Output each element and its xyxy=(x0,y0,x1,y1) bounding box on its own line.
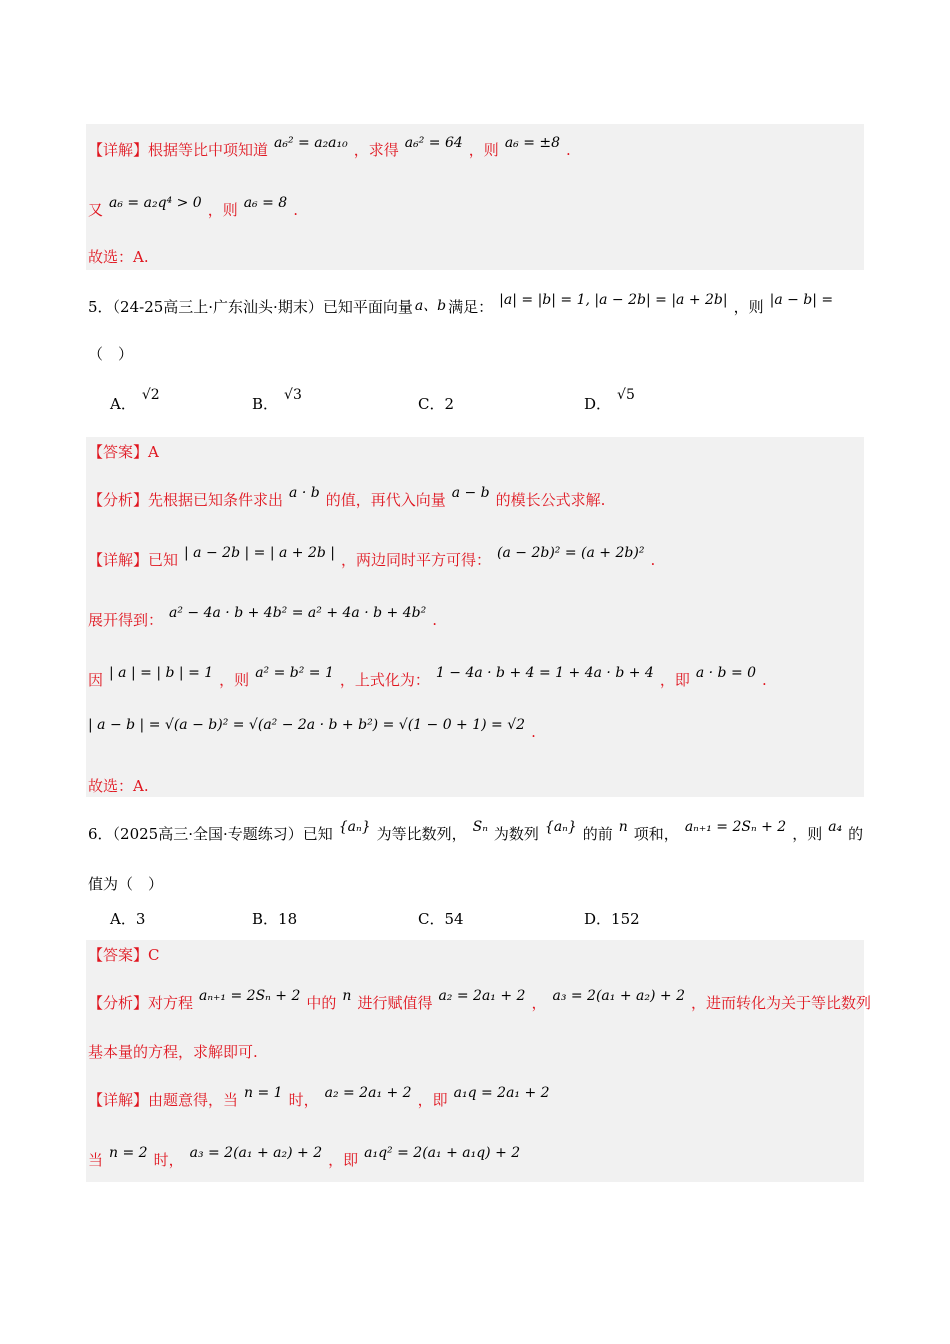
option-a: A．3 xyxy=(110,910,146,928)
formula: n = 1 xyxy=(244,1085,283,1101)
choose-line-q5: 故选：A. xyxy=(88,777,149,795)
formula: a₆ = 8 xyxy=(243,195,288,211)
answer-q5: 【答案】A xyxy=(88,443,159,461)
detail-line-q4-2: 又 a₆ = a₂q⁴ > 0 ，则 a₆ = 8 . xyxy=(88,195,298,219)
formula: |a − b| = xyxy=(769,292,834,308)
formula: a₄ xyxy=(828,819,843,835)
formula: a₂ = 2a₁ + 2 xyxy=(438,988,526,1004)
formula: a · b = 0 xyxy=(695,665,757,681)
formula: a · b xyxy=(289,485,320,501)
formula: a₆² = a₂a₁₀ xyxy=(274,135,348,151)
option-d: D．152 xyxy=(584,910,640,928)
option-c: C．2 xyxy=(418,395,455,413)
detail-q6-1: 【详解】由题意得，当 n = 1 时， a₂ = 2a₁ + 2 ，即 a₁q = 2a₁ + 2 xyxy=(88,1085,550,1109)
formula: a₂ = 2a₁ + 2 xyxy=(324,1085,412,1101)
option-b: B． √3 xyxy=(252,387,302,413)
detail-q6-2: 当 n = 2 时， a₃ = 2(a₁ + a₂) + 2 ，即 a₁q² = 2(a₁ + a₁q) + 2 xyxy=(88,1145,521,1169)
formula: | a | = | b | = 1 xyxy=(109,665,214,681)
answer-q6: 【答案】C xyxy=(88,946,160,964)
option-a: A． √2 xyxy=(110,387,160,413)
expand-q5: 展开得到： a² − 4a · b + 4b² = a² + 4a · b + 4b² . xyxy=(88,605,437,629)
formula: 1 − 4a · b + 4 = 1 + 4a · b + 4 xyxy=(435,665,654,681)
formula: a² = b² = 1 xyxy=(255,665,334,681)
analysis-q6: 【分析】对方程 aₙ₊₁ = 2Sₙ + 2 中的 n 进行赋值得 a₂ = 2a₁ + 2 ， a₃ = 2(a₁ + a₂) + 2 ，进而转化为关于等比数列 xyxy=(88,988,871,1012)
formula: aₙ₊₁ = 2Sₙ + 2 xyxy=(199,988,301,1004)
detail-line-q4: 【详解】根据等比中项知道 a₆² = a₂a₁₀ ，求得 a₆² = 64 ，则 a₆ = ±8 . xyxy=(88,135,571,159)
formula: Sₙ xyxy=(472,819,488,835)
formula: |a| = |b| = 1, |a − 2b| = |a + 2b| xyxy=(499,292,728,308)
formula: a₃ = 2(a₁ + a₂) + 2 xyxy=(552,988,685,1004)
formula: (a − 2b)² = (a + 2b)² xyxy=(497,545,645,561)
detail-q5: 【详解】已知 | a − 2b | = | a + 2b | ，两边同时平方可得： (a − 2b)² = (a + 2b)² . xyxy=(88,545,656,569)
formula: a² − 4a · b + 4b² = a² + 4a · b + 4b² xyxy=(169,605,427,621)
formula: n xyxy=(342,988,352,1004)
formula: a₆ = a₂q⁴ > 0 xyxy=(109,195,202,211)
question-5-stem: 5．（24-25高三上·广东汕头·期末）已知平面向量 a、b 满足： |a| = |b| = 1, |a − 2b| = |a + 2b| ，则 |a − b| = xyxy=(88,292,834,316)
formula: a₆² = 64 xyxy=(404,135,463,151)
option-b: B．18 xyxy=(252,910,298,928)
question-6-stem: 6．（2025高三·全国·专题练习）已知 {aₙ} 为等比数列， Sₙ 为数列 {aₙ} 的前 n 项和， aₙ₊₁ = 2Sₙ + 2 ，则 a₄ 的 xyxy=(88,819,864,843)
option-c: C．54 xyxy=(418,910,464,928)
formula: a₁q² = 2(a₁ + a₁q) + 2 xyxy=(364,1145,521,1161)
formula: {aₙ} xyxy=(338,819,371,835)
formula: n xyxy=(618,819,628,835)
formula: a₆ = ±8 xyxy=(504,135,561,151)
since-q5: 因 | a | = | b | = 1 ，则 a² = b² = 1 ，上式化为： 1 − 4a · b + 4 = 1 + 4a · b + 4 ，即 a · b = 0 . xyxy=(88,665,767,689)
formula: | a − 2b | = | a + 2b | xyxy=(184,545,336,561)
formula: {aₙ} xyxy=(544,819,577,835)
formula: a − b xyxy=(451,485,490,501)
formula: | a − b | = √(a − b)² = √(a² − 2a · b + b²) = √(1 − 0 + 1) = √2 xyxy=(88,717,526,733)
choose-line-q4: 故选：A. xyxy=(88,248,149,266)
analysis-q6-2: 基本量的方程，求解即可. xyxy=(88,1043,258,1061)
question-5-paren: （ ） xyxy=(88,345,134,363)
option-d: D． √5 xyxy=(584,387,635,413)
analysis-q5: 【分析】先根据已知条件求出 a · b 的值，再代入向量 a − b 的模长公式求解. xyxy=(88,485,606,509)
detail-text: 【详解】根据等比中项知道 xyxy=(88,141,269,159)
formula: a₃ = 2(a₁ + a₂) + 2 xyxy=(189,1145,323,1161)
formula: aₙ₊₁ = 2Sₙ + 2 xyxy=(684,819,787,835)
modulus-q5: | a − b | = √(a − b)² = √(a² − 2a · b + b²) = √(1 − 0 + 1) = √2 . xyxy=(88,717,536,741)
question-6-line2: 值为（ ） xyxy=(88,875,164,893)
formula: a₁q = 2a₁ + 2 xyxy=(453,1085,550,1101)
formula: n = 2 xyxy=(109,1145,148,1161)
formula: a、b xyxy=(414,298,447,314)
